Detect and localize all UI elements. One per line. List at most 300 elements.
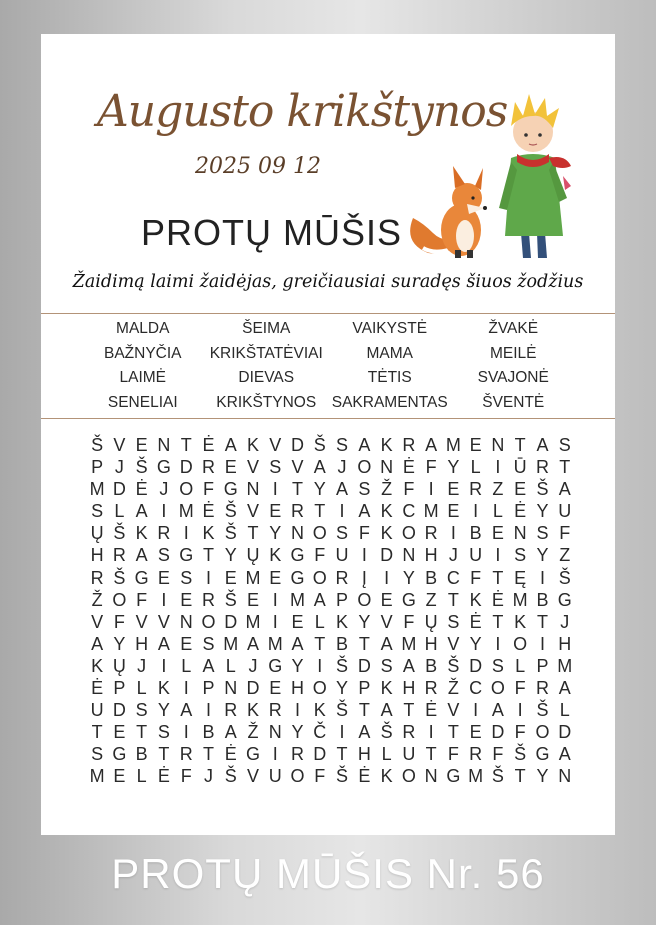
grid-letter[interactable]: I [473, 700, 479, 721]
grid-letter[interactable]: T [492, 611, 504, 632]
grid-letter[interactable]: K [514, 611, 527, 632]
grid-letter[interactable]: N [424, 766, 438, 787]
grid-letter[interactable]: A [491, 700, 504, 721]
grid-letter[interactable]: E [514, 479, 527, 500]
grid-letter[interactable]: Ė [135, 479, 148, 500]
grid-letter[interactable]: Č [313, 722, 327, 743]
grid-letter[interactable]: L [492, 501, 503, 522]
grid-letter[interactable]: I [161, 589, 167, 610]
grid-letter[interactable]: D [491, 722, 505, 743]
grid-letter[interactable]: A [380, 700, 393, 721]
grid-letter[interactable]: E [180, 589, 193, 610]
grid-letter[interactable]: S [491, 655, 504, 676]
grid-letter[interactable]: K [380, 678, 393, 699]
grid-letter[interactable]: O [312, 567, 327, 588]
grid-letter[interactable]: A [291, 633, 304, 654]
grid-letter[interactable]: G [535, 744, 550, 765]
grid-letter[interactable]: Ų [246, 545, 260, 566]
grid-letter[interactable]: T [425, 744, 437, 765]
grid-letter[interactable]: S [447, 611, 460, 632]
grid-letter[interactable]: R [291, 501, 305, 522]
grid-letter[interactable]: F [447, 744, 459, 765]
grid-letter[interactable]: I [384, 567, 390, 588]
grid-letter[interactable]: E [269, 567, 282, 588]
grid-letter[interactable]: V [380, 611, 393, 632]
grid-letter[interactable]: Ė [402, 457, 415, 478]
grid-letter[interactable]: A [135, 501, 148, 522]
grid-letter[interactable]: I [361, 545, 367, 566]
grid-letter[interactable]: V [91, 611, 104, 632]
grid-letter[interactable]: A [336, 479, 349, 500]
grid-letter[interactable]: F [314, 766, 326, 787]
grid-letter[interactable]: L [114, 501, 125, 522]
grid-letter[interactable]: Y [536, 545, 549, 566]
grid-letter[interactable]: K [202, 523, 215, 544]
grid-letter[interactable]: E [380, 589, 393, 610]
grid-letter[interactable]: R [335, 567, 349, 588]
grid-letter[interactable]: T [136, 722, 148, 743]
grid-letter[interactable]: D [179, 457, 193, 478]
grid-letter[interactable]: N [558, 766, 572, 787]
grid-letter[interactable]: H [90, 545, 104, 566]
grid-letter[interactable]: Ę [514, 567, 527, 588]
grid-letter[interactable]: F [180, 766, 192, 787]
grid-letter[interactable]: K [336, 611, 349, 632]
grid-letter[interactable]: O [401, 523, 416, 544]
grid-letter[interactable]: O [179, 479, 194, 500]
grid-letter[interactable]: Ų [424, 611, 438, 632]
grid-letter[interactable]: T [180, 435, 192, 455]
grid-letter[interactable]: D [112, 700, 126, 721]
grid-letter[interactable]: Y [536, 766, 549, 787]
grid-letter[interactable]: E [246, 589, 259, 610]
grid-letter[interactable]: R [112, 545, 126, 566]
grid-letter[interactable]: Š [536, 700, 549, 721]
grid-letter[interactable]: M [245, 611, 261, 632]
grid-letter[interactable]: I [495, 633, 501, 654]
grid-letter[interactable]: B [202, 722, 215, 743]
grid-letter[interactable]: S [91, 744, 104, 765]
grid-letter[interactable]: Ė [469, 611, 482, 632]
grid-letter[interactable]: V [246, 501, 259, 522]
grid-letter[interactable]: J [137, 655, 147, 676]
grid-letter[interactable]: L [314, 611, 325, 632]
grid-letter[interactable]: I [339, 722, 345, 743]
grid-letter[interactable]: O [201, 611, 216, 632]
grid-letter[interactable]: N [491, 435, 505, 455]
grid-letter[interactable]: E [447, 501, 460, 522]
grid-letter[interactable]: D [469, 655, 483, 676]
grid-letter[interactable]: N [513, 523, 527, 544]
grid-letter[interactable]: L [515, 655, 526, 676]
grid-letter[interactable]: U [469, 545, 483, 566]
grid-letter[interactable]: T [536, 611, 548, 632]
grid-letter[interactable]: P [113, 678, 126, 699]
grid-letter[interactable]: S [358, 479, 371, 500]
grid-letter[interactable]: M [423, 501, 439, 522]
grid-letter[interactable]: M [445, 435, 461, 455]
grid-letter[interactable]: Z [559, 545, 571, 566]
grid-letter[interactable]: C [402, 501, 416, 522]
grid-letter[interactable]: T [559, 457, 571, 478]
grid-letter[interactable]: A [558, 479, 571, 500]
grid-letter[interactable]: S [336, 523, 349, 544]
grid-letter[interactable]: S [157, 545, 170, 566]
grid-letter[interactable]: Š [224, 766, 237, 787]
grid-letter[interactable]: P [202, 678, 215, 699]
grid-letter[interactable]: T [202, 744, 214, 765]
grid-letter[interactable]: I [450, 523, 456, 544]
grid-letter[interactable]: A [313, 589, 326, 610]
grid-letter[interactable]: E [447, 479, 460, 500]
grid-letter[interactable]: F [514, 678, 526, 699]
grid-letter[interactable]: H [402, 678, 416, 699]
grid-letter[interactable]: R [201, 589, 215, 610]
grid-letter[interactable]: Ė [491, 589, 504, 610]
grid-letter[interactable]: E [113, 766, 126, 787]
grid-letter[interactable]: R [179, 744, 193, 765]
grid-letter[interactable]: B [425, 567, 438, 588]
grid-letter[interactable]: E [157, 567, 170, 588]
grid-letter[interactable]: G [446, 766, 461, 787]
grid-letter[interactable]: J [114, 457, 124, 478]
grid-letter[interactable]: G [268, 655, 283, 676]
grid-letter[interactable]: S [536, 523, 549, 544]
grid-letter[interactable]: E [469, 722, 482, 743]
grid-letter[interactable]: R [268, 700, 282, 721]
grid-letter[interactable]: A [402, 655, 415, 676]
grid-letter[interactable]: F [358, 523, 370, 544]
grid-letter[interactable]: T [292, 479, 304, 500]
grid-letter[interactable]: A [135, 545, 148, 566]
grid-letter[interactable]: A [157, 633, 170, 654]
grid-letter[interactable]: Š [336, 766, 349, 787]
grid-letter[interactable]: D [313, 744, 327, 765]
grid-letter[interactable]: I [295, 700, 301, 721]
grid-letter[interactable]: K [380, 501, 393, 522]
grid-letter[interactable]: I [339, 501, 345, 522]
grid-letter[interactable]: T [358, 633, 370, 654]
grid-letter[interactable]: V [246, 766, 259, 787]
grid-letter[interactable]: G [290, 567, 305, 588]
grid-letter[interactable]: A [558, 678, 571, 699]
grid-letter[interactable]: B [135, 744, 148, 765]
grid-letter[interactable]: O [290, 766, 305, 787]
grid-letter[interactable]: M [223, 633, 239, 654]
grid-letter[interactable]: Š [447, 655, 460, 676]
grid-letter[interactable]: D [380, 545, 394, 566]
grid-letter[interactable]: M [89, 766, 105, 787]
grid-letter[interactable]: Ų [90, 523, 104, 544]
grid-letter[interactable]: D [558, 722, 572, 743]
grid-letter[interactable]: B [469, 523, 482, 544]
grid-letter[interactable]: I [473, 501, 479, 522]
grid-letter[interactable]: Ė [425, 700, 438, 721]
grid-letter[interactable]: A [358, 501, 371, 522]
grid-letter[interactable]: O [535, 722, 550, 743]
grid-letter[interactable]: O [357, 457, 372, 478]
grid-letter[interactable]: A [558, 744, 571, 765]
grid-letter[interactable]: F [492, 744, 504, 765]
grid-letter[interactable]: B [425, 655, 438, 676]
grid-letter[interactable]: D [112, 479, 126, 500]
grid-letter[interactable]: H [291, 678, 305, 699]
grid-letter[interactable]: C [469, 678, 483, 699]
grid-letter[interactable]: K [380, 435, 393, 455]
grid-letter[interactable]: Ų [112, 655, 126, 676]
grid-letter[interactable]: I [205, 567, 211, 588]
grid-letter[interactable]: H [424, 545, 438, 566]
grid-letter[interactable]: V [291, 457, 304, 478]
grid-letter[interactable]: R [469, 479, 483, 500]
grid-letter[interactable]: A [313, 457, 326, 478]
grid-letter[interactable]: Ė [224, 744, 237, 765]
grid-letter[interactable]: K [246, 435, 259, 455]
grid-letter[interactable]: R [402, 435, 416, 455]
grid-letter[interactable]: O [357, 589, 372, 610]
grid-letter[interactable]: U [268, 766, 282, 787]
grid-letter[interactable]: Y [536, 501, 549, 522]
grid-letter[interactable]: G [557, 589, 572, 610]
grid-letter[interactable]: T [91, 722, 103, 743]
grid-letter[interactable]: T [202, 545, 214, 566]
grid-letter[interactable]: T [514, 766, 526, 787]
grid-letter[interactable]: E [291, 611, 304, 632]
grid-letter[interactable]: M [512, 589, 528, 610]
grid-letter[interactable]: Ž [447, 678, 459, 699]
grid-letter[interactable]: Š [336, 655, 349, 676]
grid-letter[interactable]: I [317, 655, 323, 676]
grid-letter[interactable]: Y [113, 633, 126, 654]
grid-letter[interactable]: D [291, 435, 305, 455]
grid-letter[interactable]: O [312, 678, 327, 699]
grid-letter[interactable]: A [425, 435, 438, 455]
grid-letter[interactable]: I [495, 457, 501, 478]
grid-letter[interactable]: Š [135, 457, 148, 478]
grid-letter[interactable]: K [380, 523, 393, 544]
grid-letter[interactable]: G [290, 545, 305, 566]
grid-letter[interactable]: N [380, 457, 394, 478]
grid-letter[interactable]: L [136, 766, 147, 787]
grid-letter[interactable]: Ė [202, 435, 215, 455]
grid-letter[interactable]: M [245, 567, 261, 588]
grid-letter[interactable]: E [135, 435, 148, 455]
grid-letter[interactable]: O [401, 766, 416, 787]
grid-letter[interactable]: Y [447, 457, 460, 478]
grid-letter[interactable]: I [183, 722, 189, 743]
grid-letter[interactable]: Y [291, 722, 304, 743]
grid-letter[interactable]: Y [224, 545, 237, 566]
grid-letter[interactable]: H [357, 744, 371, 765]
grid-letter[interactable]: N [402, 545, 416, 566]
grid-letter[interactable]: A [246, 633, 259, 654]
grid-letter[interactable]: F [559, 523, 571, 544]
grid-letter[interactable]: T [447, 589, 459, 610]
grid-letter[interactable]: V [246, 457, 259, 478]
grid-letter[interactable]: Ū [513, 457, 527, 478]
grid-letter[interactable]: V [269, 435, 282, 455]
grid-letter[interactable]: A [202, 655, 215, 676]
grid-letter[interactable]: O [490, 678, 505, 699]
grid-letter[interactable]: O [112, 589, 127, 610]
grid-letter[interactable]: A [380, 633, 393, 654]
grid-letter[interactable]: E [469, 435, 482, 455]
grid-letter[interactable]: G [179, 545, 194, 566]
grid-letter[interactable]: I [161, 501, 167, 522]
grid-letter[interactable]: P [91, 457, 104, 478]
grid-letter[interactable]: Ė [157, 766, 170, 787]
grid-letter[interactable]: R [535, 457, 549, 478]
grid-letter[interactable]: R [201, 457, 215, 478]
grid-letter[interactable]: R [535, 678, 549, 699]
grid-letter[interactable]: T [403, 700, 415, 721]
grid-letter[interactable]: J [159, 479, 169, 500]
grid-letter[interactable]: M [89, 479, 105, 500]
grid-letter[interactable]: I [428, 479, 434, 500]
grid-letter[interactable]: G [156, 457, 171, 478]
grid-letter[interactable]: T [514, 435, 526, 455]
grid-letter[interactable]: T [358, 700, 370, 721]
grid-letter[interactable]: A [358, 435, 371, 455]
grid-letter[interactable]: T [314, 501, 326, 522]
grid-letter[interactable]: K [313, 700, 326, 721]
grid-letter[interactable]: Š [336, 700, 349, 721]
grid-letter[interactable]: H [135, 633, 149, 654]
grid-letter[interactable]: I [495, 545, 501, 566]
grid-letter[interactable]: M [290, 589, 306, 610]
grid-letter[interactable]: G [112, 744, 127, 765]
grid-letter[interactable]: J [203, 766, 213, 787]
grid-letter[interactable]: Š [558, 567, 571, 588]
grid-letter[interactable]: E [180, 633, 193, 654]
grid-letter[interactable]: F [470, 567, 482, 588]
grid-letter[interactable]: I [205, 700, 211, 721]
grid-letter[interactable]: C [446, 567, 460, 588]
grid-letter[interactable]: D [357, 655, 371, 676]
grid-letter[interactable]: A [358, 722, 371, 743]
grid-letter[interactable]: L [181, 655, 192, 676]
grid-letter[interactable]: T [314, 633, 326, 654]
grid-letter[interactable]: S [336, 435, 349, 455]
grid-letter[interactable]: S [514, 545, 527, 566]
grid-letter[interactable]: K [269, 545, 282, 566]
grid-letter[interactable]: P [536, 655, 549, 676]
grid-letter[interactable]: Ž [91, 589, 103, 610]
grid-letter[interactable]: G [134, 567, 149, 588]
grid-letter[interactable]: E [269, 678, 282, 699]
grid-letter[interactable]: S [180, 567, 193, 588]
grid-letter[interactable]: T [492, 567, 504, 588]
grid-letter[interactable]: N [179, 611, 193, 632]
grid-letter[interactable]: Š [380, 722, 393, 743]
grid-letter[interactable]: F [314, 545, 326, 566]
grid-letter[interactable]: L [136, 678, 147, 699]
grid-letter[interactable]: E [224, 567, 237, 588]
grid-letter[interactable]: L [225, 655, 236, 676]
grid-letter[interactable]: V [135, 611, 148, 632]
grid-letter[interactable]: F [425, 457, 437, 478]
grid-letter[interactable]: S [135, 700, 148, 721]
grid-letter[interactable]: Š [113, 523, 126, 544]
grid-letter[interactable]: F [403, 479, 415, 500]
grid-letter[interactable]: A [536, 435, 549, 455]
grid-letter[interactable]: A [91, 633, 104, 654]
grid-letter[interactable]: Š [313, 435, 326, 455]
grid-letter[interactable]: N [224, 678, 238, 699]
grid-letter[interactable]: T [247, 523, 259, 544]
grid-letter[interactable]: Ė [91, 678, 104, 699]
grid-letter[interactable]: I [539, 633, 545, 654]
grid-letter[interactable]: Y [336, 678, 349, 699]
grid-letter[interactable]: G [245, 744, 260, 765]
grid-letter[interactable]: J [337, 457, 347, 478]
grid-letter[interactable]: S [558, 435, 571, 455]
grid-letter[interactable]: U [402, 744, 416, 765]
grid-letter[interactable]: P [336, 589, 349, 610]
grid-letter[interactable]: Y [469, 633, 482, 654]
grid-letter[interactable]: V [113, 435, 126, 455]
grid-letter[interactable]: I [183, 523, 189, 544]
grid-letter[interactable]: M [557, 655, 573, 676]
grid-letter[interactable]: Z [492, 479, 504, 500]
grid-letter[interactable]: J [248, 655, 258, 676]
grid-letter[interactable]: I [428, 722, 434, 743]
grid-letter[interactable]: P [358, 678, 371, 699]
grid-letter[interactable]: M [401, 633, 417, 654]
grid-letter[interactable]: R [469, 744, 483, 765]
grid-letter[interactable]: Į [361, 567, 367, 588]
grid-letter[interactable]: V [157, 611, 170, 632]
grid-letter[interactable]: E [113, 722, 126, 743]
grid-letter[interactable]: A [224, 435, 237, 455]
grid-letter[interactable]: K [135, 523, 148, 544]
grid-letter[interactable]: Ė [358, 766, 371, 787]
grid-letter[interactable]: O [312, 523, 327, 544]
grid-letter[interactable]: H [558, 633, 572, 654]
grid-letter[interactable]: U [558, 501, 572, 522]
grid-letter[interactable]: K [469, 589, 482, 610]
grid-letter[interactable]: A [224, 722, 237, 743]
grid-letter[interactable]: U [335, 545, 349, 566]
grid-letter[interactable]: F [202, 479, 214, 500]
grid-letter[interactable]: R [157, 523, 171, 544]
grid-letter[interactable]: I [183, 678, 189, 699]
grid-letter[interactable]: I [272, 744, 278, 765]
grid-letter[interactable]: Ė [514, 501, 527, 522]
grid-letter[interactable]: I [539, 567, 545, 588]
grid-letter[interactable]: F [136, 589, 148, 610]
grid-letter[interactable]: R [402, 722, 416, 743]
grid-letter[interactable]: H [424, 633, 438, 654]
grid-letter[interactable]: T [336, 744, 348, 765]
grid-letter[interactable]: I [272, 589, 278, 610]
grid-letter[interactable]: I [161, 655, 167, 676]
grid-letter[interactable]: I [272, 611, 278, 632]
grid-letter[interactable]: Š [91, 435, 104, 455]
grid-letter[interactable]: R [291, 744, 305, 765]
grid-letter[interactable]: R [424, 523, 438, 544]
grid-letter[interactable]: Y [313, 479, 326, 500]
grid-letter[interactable]: D [246, 678, 260, 699]
grid-letter[interactable]: M [468, 766, 484, 787]
grid-letter[interactable]: K [157, 678, 170, 699]
grid-letter[interactable]: F [403, 611, 415, 632]
grid-letter[interactable]: Ž [247, 722, 259, 743]
grid-letter[interactable]: V [447, 700, 460, 721]
grid-letter[interactable]: F [113, 611, 125, 632]
grid-letter[interactable]: E [269, 501, 282, 522]
grid-letter[interactable]: U [90, 700, 104, 721]
